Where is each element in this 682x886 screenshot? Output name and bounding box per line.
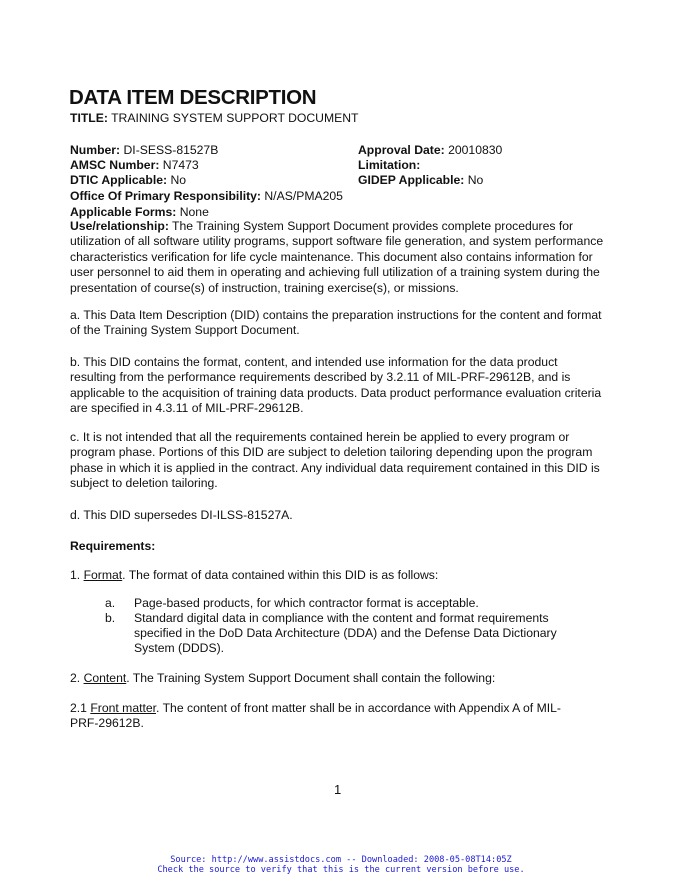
gidep-value: No: [467, 173, 484, 187]
requirement-1a-text: Page-based products, for which contractor format is acceptable.: [134, 596, 479, 610]
requirement-1b-line1: Standard digital data in compliance with the content and format requirements: [134, 611, 549, 625]
opr-value: N/AS/PMA205: [264, 189, 343, 203]
number-label: Number:: [70, 143, 121, 157]
requirement-2-1-number: 2.1: [70, 701, 87, 715]
approval-date-field: [358, 143, 502, 158]
applicable-forms-field: [70, 205, 209, 220]
paragraph-b: b. This DID contains the format, content, and intended use information for the data product resulting from the performance requirements described by 3.2.11 of MIL-PRF-29612B, and is applicable to the acquisition of training data products. Data product performance evaluation criteria are specified in 4.3.11 of MIL-PRF-29612B.: [70, 355, 602, 416]
requirement-1-text: . The format of data contained within this DID is as follows:: [122, 568, 439, 582]
gidep-label: GIDEP Applicable:: [358, 173, 465, 187]
requirement-2-1-text: . The content of front matter shall be in accordance with Appendix A of MIL-PRF-29612B.: [70, 701, 561, 731]
paragraph-a: a. This Data Item Description (DID) contains the preparation instructions for the content and format of the Training System Support Document.: [70, 308, 602, 338]
opr-label: Office Of Primary Responsibility:: [70, 189, 261, 203]
dtic-field: [70, 173, 186, 188]
limitation-label: Limitation:: [358, 158, 421, 172]
approval-date-value: 20010830: [448, 143, 503, 157]
requirement-1-term: Format: [83, 568, 123, 582]
document-heading: DATA ITEM DESCRIPTION: [69, 86, 317, 109]
limitation-field: [358, 158, 420, 173]
requirements-heading: Requirements:: [70, 539, 156, 553]
requirement-1b-line2: specified in the DoD Data Architecture (DDA) and the Defense Data Dictionary: [134, 626, 557, 640]
amsc-number-field: [70, 158, 199, 173]
gidep-field: [358, 173, 483, 188]
page-number: 1: [334, 782, 342, 797]
dtic-value: No: [170, 173, 187, 187]
opr-field: [70, 189, 343, 204]
requirement-2-1: [70, 701, 570, 732]
footer-verify-line: Check the source to verify that this is the current version before use.: [157, 865, 525, 875]
approval-date-label: Approval Date:: [358, 143, 445, 157]
requirement-2-number: 2.: [70, 671, 81, 685]
requirement-2: [70, 671, 495, 686]
requirement-1: [70, 568, 438, 583]
title-label: TITLE:: [70, 111, 108, 125]
amsc-number-value: N7473: [162, 158, 199, 172]
number-value: DI-SESS-81527B: [123, 143, 219, 157]
footer-source-line: Source: http://www.assistdocs.com -- Downloaded: 2008-05-08T14:05Z: [170, 855, 512, 865]
requirement-2-1-term: Front matter: [90, 701, 157, 715]
use-relationship-paragraph: [70, 219, 606, 296]
requirement-1b-line3: System (DDDS).: [134, 641, 225, 655]
dtic-label: DTIC Applicable:: [70, 173, 168, 187]
requirement-2-term: Content: [83, 671, 127, 685]
use-relationship-text: The Training System Support Document provides complete procedures for utilization of all software utility programs, support software file generation, and system performance characteristics verification for life cycle maintenance. This document also contains information for user personnel to aid them in operating and achieving full utilization of a training system during the presentation of course(s) of instruction, training exercise(s), or missions.: [70, 219, 604, 295]
paragraph-d: d. This DID supersedes DI-ILSS-81527A.: [70, 508, 293, 522]
requirement-1b-letter: b.: [105, 611, 116, 625]
requirement-1a-letter: a.: [105, 596, 116, 610]
title-value: TRAINING SYSTEM SUPPORT DOCUMENT: [111, 111, 359, 125]
amsc-number-label: AMSC Number:: [70, 158, 160, 172]
use-relationship-label: Use/relationship:: [70, 219, 169, 233]
title-line: [70, 111, 358, 126]
requirement-2-text: . The Training System Support Document shall contain the following:: [126, 671, 496, 685]
applicable-forms-value: None: [179, 205, 209, 219]
number-field: [70, 143, 218, 158]
paragraph-c: c. It is not intended that all the requirements contained herein be applied to every program or program phase. Portions of this DID are subject to deletion tailoring depending upon the program phase in which it is applied in the contract. Any individual data requirement contained in this DID is subject to deletion tailoring.: [70, 430, 600, 491]
applicable-forms-label: Applicable Forms:: [70, 205, 177, 219]
requirement-1-number: 1.: [70, 568, 81, 582]
